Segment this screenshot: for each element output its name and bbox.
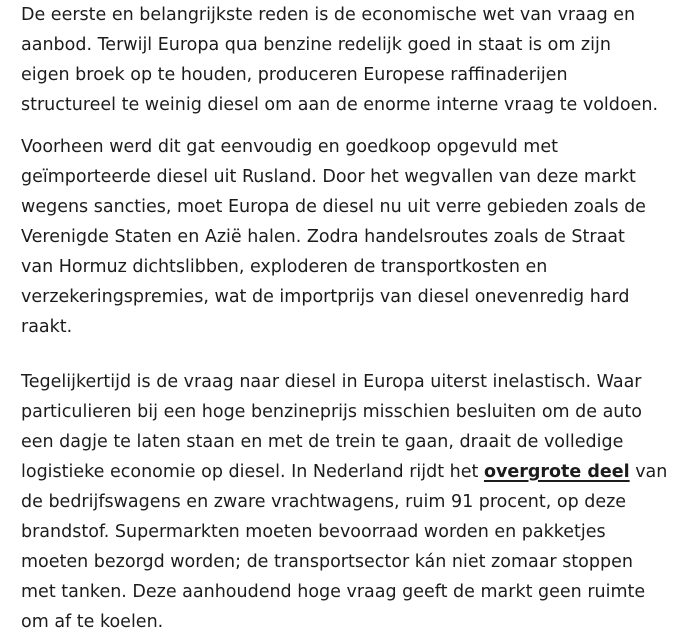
overgrote-deel-link[interactable]: overgrote deel (483, 462, 630, 482)
text-line: structureel te weinig diesel om aan de enorme interne vraag te voldoen. (21, 95, 659, 115)
text-line: Voorheen werd dit gat eenvoudig en goedkoop opgevuld met (21, 137, 558, 157)
paragraph-1 (21, 0, 659, 120)
text-line: Tegelijkertijd is de vraag naar diesel in Europa uiterst inelastisch. Waar (21, 372, 642, 392)
text-line: De eerste en belangrijkste reden is de economische wet van vraag en (21, 5, 636, 25)
text-line: van Hormuz dichtslibben, exploderen de transportkosten en (21, 257, 548, 277)
text-segment: logistieke economie op diesel. In Nederland rijdt het (21, 462, 484, 482)
text-line: aanbod. Terwijl Europa qua benzine redelijk goed in staat is om zijn (21, 35, 611, 55)
text-line-with-link (21, 457, 668, 487)
text-line: met tanken. Deze aanhoudend hoge vraag geeft de markt geen ruimte (21, 582, 646, 602)
text-line: moeten bezorgd worden; de transportsector kán niet zomaar stoppen (21, 552, 633, 572)
text-segment: van (629, 462, 668, 482)
text-line: particulieren bij een hoge benzineprijs misschien besluiten om de auto (21, 402, 642, 422)
paragraph-3 (21, 367, 668, 637)
text-line: Verenigde Staten en Azië halen. Zodra handelsroutes zoals de Straat (21, 227, 625, 247)
text-line: om af te koelen. (21, 612, 164, 632)
text-line: geïmporteerde diesel uit Rusland. Door het wegvallen van deze markt (21, 167, 636, 187)
text-line: een dagje te laten staan en met de trein te gaan, draait de volledige (21, 432, 624, 452)
text-line: verzekeringspremies, wat de importprijs van diesel onevenredig hard (21, 287, 630, 307)
text-line: brandstof. Supermarkten moeten bevoorraad worden en pakketjes (21, 522, 606, 542)
text-line: wegens sancties, moet Europa de diesel nu uit verre gebieden zoals de (21, 197, 646, 217)
text-line: eigen broek op te houden, produceren Europese raffinaderijen (21, 65, 568, 85)
text-line: raakt. (21, 317, 73, 337)
paragraph-2 (21, 132, 651, 342)
text-line: de bedrijfswagens en zware vrachtwagens, ruim 91 procent, op deze (21, 492, 627, 512)
